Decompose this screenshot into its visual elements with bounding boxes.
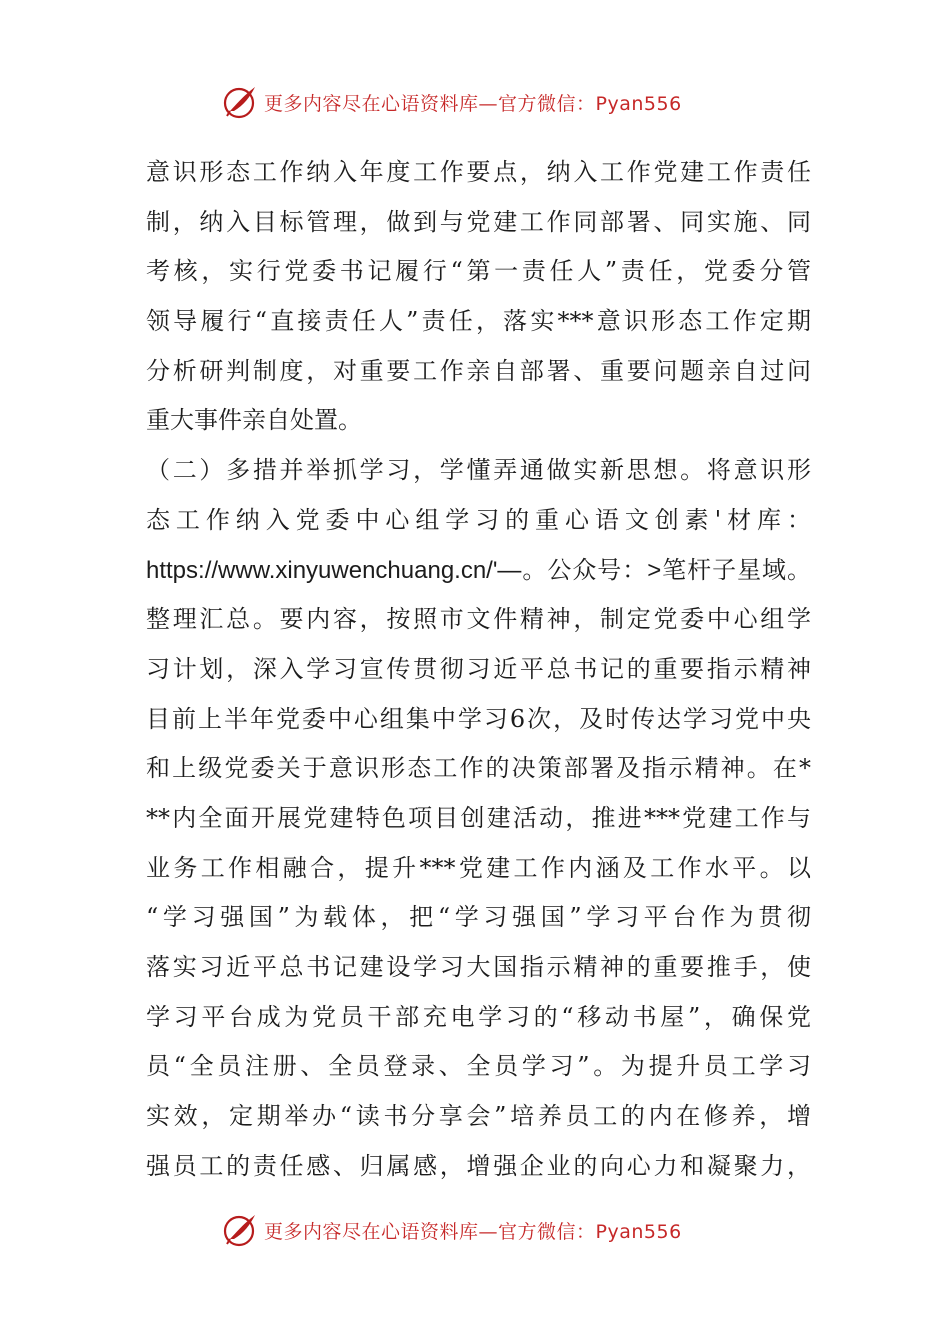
banner-official-label: 官方微信： — [498, 1220, 596, 1243]
body-line: 员“全员注册、全员登录、全员学习”。为提升员工学习 — [146, 1052, 811, 1081]
body-line: 整理汇总。要内容，按照市文件精神，制定党委中心组学 — [146, 605, 811, 634]
body-line: 考核，实行党委书记履行“第一责任人”责任，党委分管 — [146, 257, 811, 286]
body-line: 实效，定期举办“读书分享会”培养员工的内在修养，增 — [146, 1102, 811, 1131]
url-line: https://www.xinyuwenchuang.cn/'—。公众号：>笔杆子星域。 — [146, 556, 811, 584]
quill-logo-icon — [222, 83, 260, 121]
banner-separator: — — [478, 92, 499, 115]
banner-site-text: 更多内容尽在心语资料库 — [264, 92, 479, 115]
header-banner — [0, 82, 950, 122]
body-line: 制，纳入目标管理，做到与党建工作同部署、同实施、同 — [146, 207, 811, 236]
body-line: 业务工作相融合，提升***党建工作内涵及工作水平。以 — [146, 853, 811, 882]
body-line: **内全面开展党建特色项目创建活动，推进***党建工作与 — [146, 803, 811, 832]
body-line: 领导履行“直接责任人”责任，落实***意识形态工作定期 — [146, 307, 811, 336]
banner-text — [264, 89, 682, 116]
banner-text — [264, 1217, 682, 1244]
body-line: 重大事件亲自处置。 — [146, 406, 362, 435]
body-line: 意识形态工作纳入年度工作要点，纳入工作党建工作责任 — [146, 158, 811, 186]
banner-wechat-id: Pyan556 — [595, 1220, 682, 1243]
body-line: 态工作纳入党委中心组学习的重心语文创素'材库： — [146, 505, 811, 534]
body-line: 强员工的责任感、归属感，增强企业的向心力和凝聚力， — [146, 1151, 811, 1180]
section-heading-line: （二）多措并举抓学习，学懂弄通做实新思想。将意识形 — [146, 456, 811, 485]
body-line: 习计划，深入学习宣传贯彻习近平总书记的重要指示精神 — [146, 654, 811, 683]
body-line: 学习平台成为党员干部充电学习的“移动书屋”，确保党 — [146, 1002, 811, 1031]
banner-separator: — — [478, 1220, 499, 1243]
body-line: 分析研判制度，对重要工作亲自部署、重要问题亲自过问 — [146, 356, 811, 385]
body-line: “学习强国”为载体，把“学习强国”学习平台作为贯彻 — [146, 903, 811, 932]
quill-logo-icon — [222, 1211, 260, 1249]
document-body — [146, 148, 811, 1191]
body-line: 和上级党委关于意识形态工作的决策部署及指示精神。在* — [146, 754, 811, 783]
body-line: 落实习近平总书记建设学习大国指示精神的重要推手，使 — [146, 953, 811, 981]
footer-banner — [0, 1210, 950, 1250]
banner-site-text: 更多内容尽在心语资料库 — [264, 1220, 479, 1243]
body-line: 目前上半年党委中心组集中学习6次，及时传达学习党中央 — [146, 704, 811, 733]
banner-wechat-id: Pyan556 — [595, 92, 682, 115]
banner-official-label: 官方微信： — [498, 92, 596, 115]
